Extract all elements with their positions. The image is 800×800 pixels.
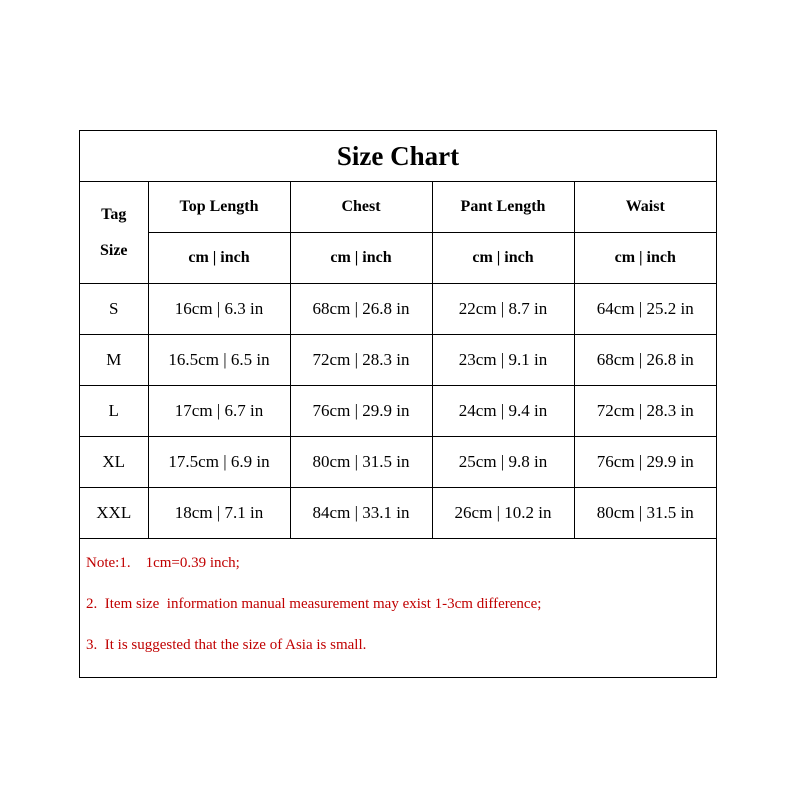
size-cell: S [80,284,148,335]
measure-cell: 84cm | 33.1 in [290,488,432,539]
tag-size-header [80,182,148,284]
size-table [80,182,716,539]
measure-cell: 17cm | 6.7 in [148,386,290,437]
table-row [80,335,716,386]
size-cell: L [80,386,148,437]
measure-cell: 64cm | 25.2 in [574,284,716,335]
header-row [80,182,716,233]
col-header-top-length: Top Length [148,182,290,233]
notes-section [80,539,716,678]
measure-cell: 68cm | 26.8 in [574,335,716,386]
chart-title: Size Chart [80,131,716,182]
unit-label: cm | inch [574,233,716,284]
measure-cell: 80cm | 31.5 in [290,437,432,488]
note-2: 2. Item size information manual measurement may exist 1-3cm difference; [86,596,542,612]
measure-cell: 16.5cm | 6.5 in [148,335,290,386]
size-chart [79,130,717,678]
measure-cell: 18cm | 7.1 in [148,488,290,539]
col-header-pant-length: Pant Length [432,182,574,233]
size-cell: XL [80,437,148,488]
table-row [80,284,716,335]
size-label: Size [99,241,128,259]
col-header-chest: Chest [290,182,432,233]
table-row [80,386,716,437]
measure-cell: 25cm | 9.8 in [432,437,574,488]
measure-cell: 23cm | 9.1 in [432,335,574,386]
unit-label: cm | inch [290,233,432,284]
unit-label: cm | inch [432,233,574,284]
measure-cell: 22cm | 8.7 in [432,284,574,335]
measure-cell: 80cm | 31.5 in [574,488,716,539]
measure-cell: 76cm | 29.9 in [290,386,432,437]
note-1: Note:1. 1cm=0.39 inch; [86,555,240,571]
measure-cell: 72cm | 28.3 in [574,386,716,437]
measure-cell: 24cm | 9.4 in [432,386,574,437]
measure-cell: 68cm | 26.8 in [290,284,432,335]
measure-cell: 26cm | 10.2 in [432,488,574,539]
note-3: 3. It is suggested that the size of Asia is small. [86,637,367,653]
tag-label: Tag [101,205,127,223]
table-row [80,488,716,539]
size-cell: M [80,335,148,386]
col-header-waist: Waist [574,182,716,233]
unit-label: cm | inch [148,233,290,284]
measure-cell: 76cm | 29.9 in [574,437,716,488]
size-cell: XXL [80,488,148,539]
measure-cell: 17.5cm | 6.9 in [148,437,290,488]
measure-cell: 16cm | 6.3 in [148,284,290,335]
unit-row [80,233,716,284]
measure-cell: 72cm | 28.3 in [290,335,432,386]
table-row [80,437,716,488]
